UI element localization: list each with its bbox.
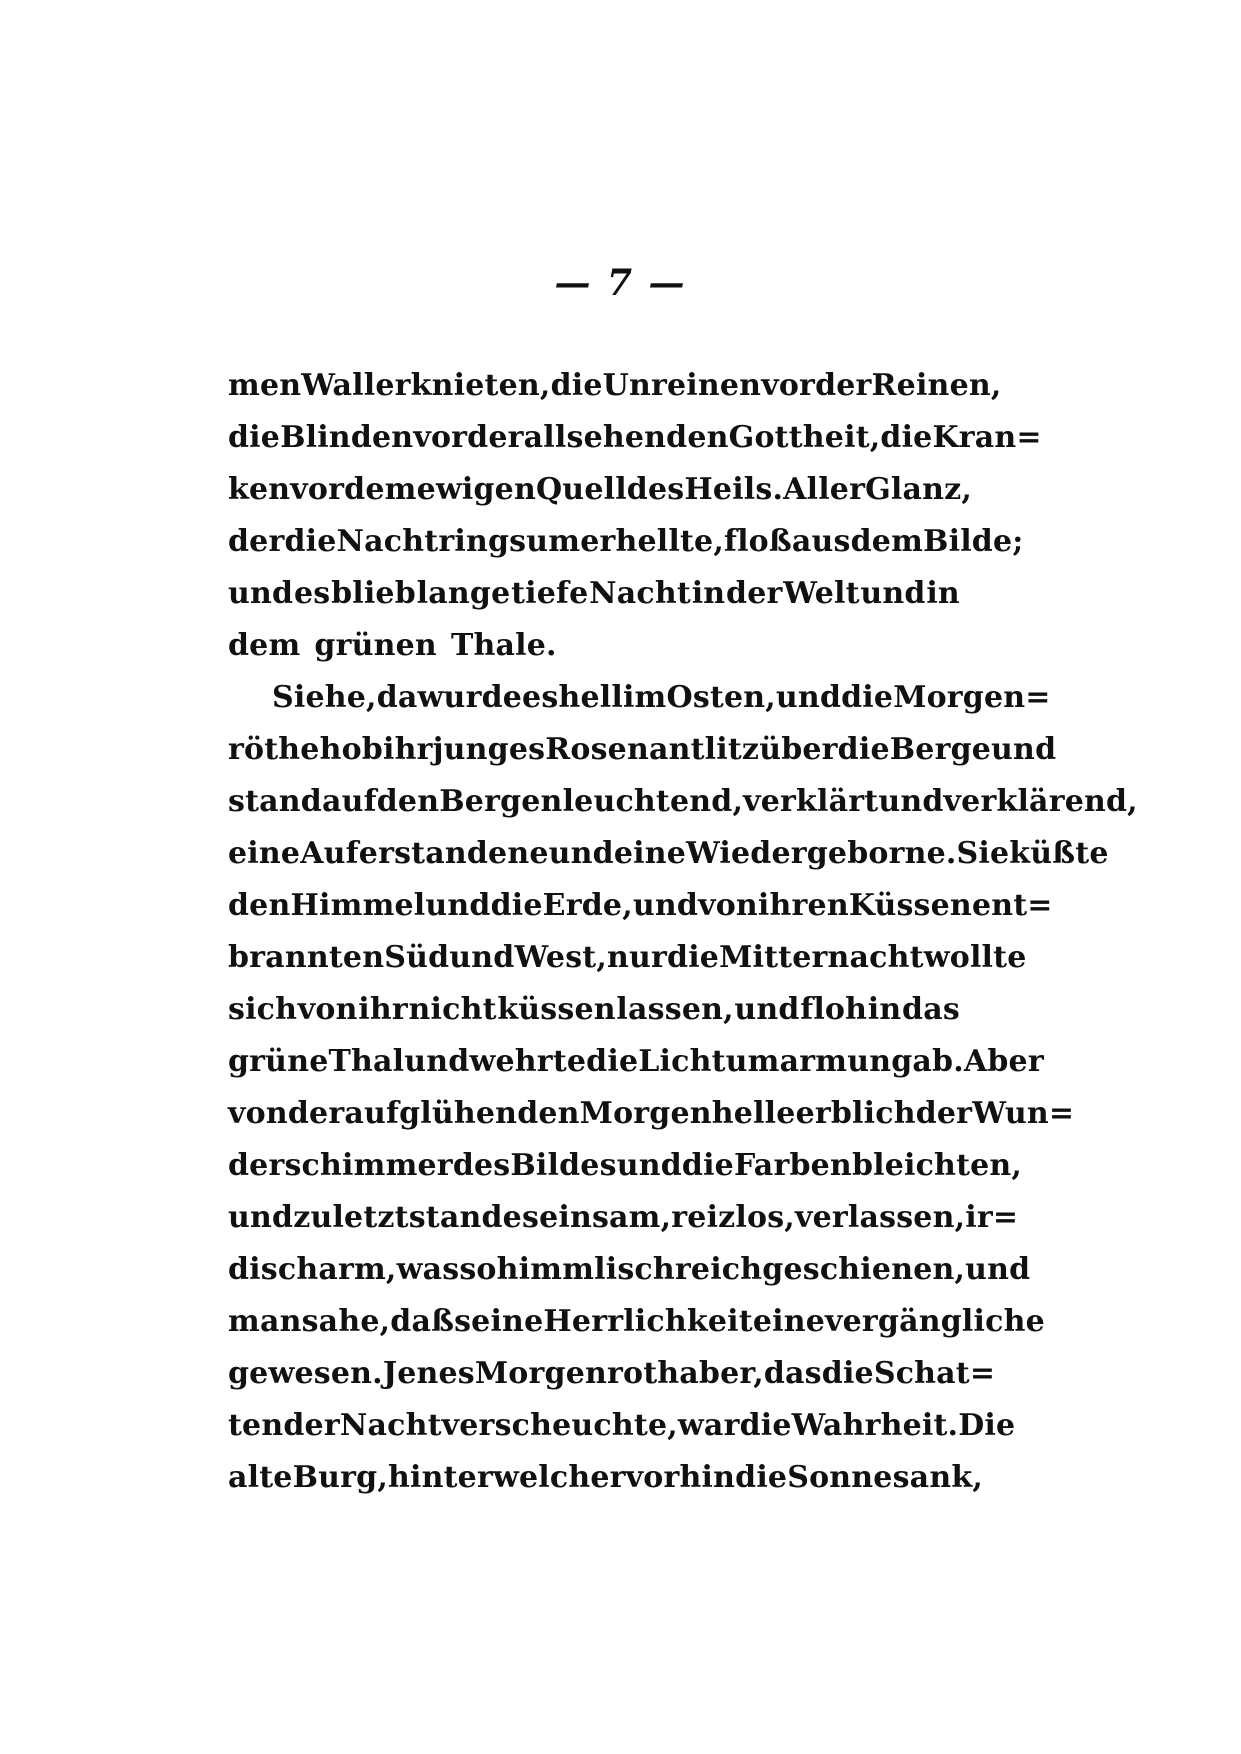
word: Blinden [280, 420, 414, 455]
word: welcher [492, 1460, 626, 1495]
word: auf [321, 784, 377, 819]
word: hell [558, 680, 623, 715]
word: Herrlichkeit [543, 1304, 753, 1339]
word: ihren [757, 888, 849, 923]
word: lassen, [616, 992, 734, 1027]
word: wollte [923, 940, 1027, 975]
word: daß [390, 1304, 455, 1339]
word: und [616, 1148, 682, 1183]
word: Nacht [339, 1408, 442, 1443]
word: man [228, 1304, 302, 1339]
text-line [228, 932, 1027, 984]
word: grünen [314, 628, 437, 663]
word: in [691, 576, 726, 611]
word: ken [228, 472, 291, 507]
word: Aber [963, 1044, 1044, 1079]
text-line [228, 464, 973, 516]
word: und [775, 680, 842, 715]
text-line [228, 672, 1051, 724]
word: Bilde; [923, 524, 1024, 559]
word: einsam, [539, 1200, 672, 1235]
word: Thal [328, 1044, 405, 1079]
word: des [626, 472, 685, 507]
word: dem [850, 524, 924, 559]
word: Aller [783, 472, 866, 507]
word: Schat= [873, 1356, 996, 1391]
text-line [228, 1400, 1016, 1452]
word: Osten, [666, 680, 776, 715]
word: Bergen [439, 784, 563, 819]
word: verklärend, [943, 784, 1138, 819]
word: himmlischreich [496, 1252, 763, 1287]
word: das [763, 1356, 822, 1391]
word: floß [723, 524, 792, 559]
word: ihr [382, 732, 433, 767]
word: es [293, 576, 331, 611]
word: das [902, 992, 960, 1027]
word: Mitternacht [719, 940, 924, 975]
text-line [228, 1296, 1045, 1348]
word: derschimmer [228, 1148, 453, 1183]
word: sich [228, 992, 298, 1027]
text-line [228, 360, 1002, 412]
word: ewigen [416, 472, 536, 507]
word: bleichten, [851, 1148, 1023, 1183]
word: verklärt [743, 784, 879, 819]
word: aber, [679, 1356, 764, 1391]
text-line [228, 984, 960, 1036]
word: und [404, 1044, 470, 1079]
word: und [425, 888, 491, 923]
word: Rosenantlitz [545, 732, 760, 767]
word: die [739, 1408, 792, 1443]
word: Küssen [848, 888, 972, 923]
word: röthe [228, 732, 320, 767]
word: West, [514, 940, 607, 975]
text-line [228, 1192, 1019, 1244]
word: Nacht [589, 576, 691, 611]
word: die [586, 1044, 639, 1079]
word: Sie [956, 836, 1010, 871]
word: Wun= [972, 1096, 1075, 1131]
word: Reinen, [871, 368, 1002, 403]
word: und [878, 784, 944, 819]
word: hob [319, 732, 383, 767]
word: Morgenroth [474, 1356, 680, 1391]
word: men [228, 368, 302, 403]
word: die [284, 524, 337, 559]
word: dem [344, 472, 417, 507]
word: die [228, 420, 281, 455]
word: Bildes [510, 1148, 617, 1183]
word: allsehenden [523, 420, 729, 455]
word: küssen [497, 992, 616, 1027]
word: im [622, 680, 667, 715]
word: der [228, 524, 285, 559]
word: so [459, 1252, 497, 1287]
word: und [632, 888, 699, 923]
text-line [228, 880, 1053, 932]
word: von [228, 1096, 288, 1131]
word: und [860, 576, 926, 611]
word: der [915, 1096, 973, 1131]
word: blieb [331, 576, 416, 611]
word: von [698, 888, 758, 923]
word: aus [791, 524, 851, 559]
word: vor [761, 368, 816, 403]
word: verlassen, [794, 1200, 966, 1235]
word: und [449, 940, 515, 975]
word: der [287, 1096, 345, 1131]
word: vor [413, 420, 468, 455]
word: die [667, 940, 720, 975]
word: Quell [535, 472, 627, 507]
word: Waller [301, 368, 411, 403]
word: aufglühenden [344, 1096, 580, 1131]
word: Erde, [542, 888, 633, 923]
word: was [396, 1252, 460, 1287]
word: die [841, 680, 894, 715]
word: küßte [1009, 836, 1109, 871]
word: Unreinen [602, 368, 762, 403]
word: Farben [733, 1148, 852, 1183]
word: die [490, 888, 543, 923]
text-line [228, 828, 1109, 880]
word: dem [228, 628, 301, 663]
word: in [926, 576, 960, 611]
word: nur [607, 940, 668, 975]
word: die [880, 420, 933, 455]
word: der [467, 420, 524, 455]
word: Himmel [290, 888, 426, 923]
word: wurde [417, 680, 523, 715]
word: Auferstandene [300, 836, 549, 871]
text-line [228, 776, 1138, 828]
word: da [376, 680, 418, 715]
word: Thale. [450, 628, 557, 663]
word: gewesen. [228, 1356, 383, 1391]
word: und [548, 836, 614, 871]
word: stand [228, 784, 322, 819]
word: Berge [889, 732, 992, 767]
word: des [452, 1148, 511, 1183]
word: vor [290, 472, 345, 507]
word: zuletzt [293, 1200, 409, 1235]
word: Die [958, 1408, 1016, 1443]
text-line [228, 516, 1024, 568]
word: und [228, 576, 294, 611]
word: Glanz, [865, 472, 973, 507]
text-line [228, 568, 960, 620]
word: hinter [388, 1460, 493, 1495]
word: alte [228, 1460, 293, 1495]
word: Nacht [336, 524, 439, 559]
word: die [837, 732, 890, 767]
word: ringsum [438, 524, 581, 559]
word: die [550, 368, 603, 403]
text-line [228, 412, 1042, 464]
word: der [726, 576, 783, 611]
word: Kran= [932, 420, 1042, 455]
word: wehrte [469, 1044, 587, 1079]
word: ab. [912, 1044, 964, 1079]
word: Wahrheit. [791, 1408, 959, 1443]
text-line [228, 1036, 1044, 1088]
word: Siehe, [272, 680, 377, 715]
word: Süd [384, 940, 450, 975]
word: eine [613, 836, 687, 871]
word: grüne [228, 1044, 329, 1079]
word: lange [416, 576, 511, 611]
word: Morgenhelle [579, 1096, 796, 1131]
word: floh [800, 992, 868, 1027]
page-number: — 7 — [554, 262, 687, 304]
word: Morgen= [893, 680, 1051, 715]
word: ihr [358, 992, 408, 1027]
word: ir= [965, 1200, 1019, 1235]
word: Sonne [787, 1460, 893, 1495]
word: junges [432, 732, 546, 767]
word: von [297, 992, 358, 1027]
word: verscheuchte, [441, 1408, 678, 1443]
word: der [283, 1408, 340, 1443]
word: eine [752, 1304, 825, 1339]
word: Burg, [292, 1460, 388, 1495]
word: in [867, 992, 902, 1027]
text-line [228, 1452, 983, 1504]
word: discharm, [228, 1252, 397, 1287]
word: den [228, 888, 291, 923]
word: die [681, 1148, 734, 1183]
word: geschienen, [762, 1252, 966, 1287]
word: und [734, 992, 800, 1027]
word: vergängliche [825, 1304, 1045, 1339]
word: vorhin [625, 1460, 736, 1495]
text-line [228, 1140, 1023, 1192]
word: Gottheit, [728, 420, 881, 455]
word: Lichtumarmung [638, 1044, 913, 1079]
word: es [522, 680, 559, 715]
word: leuchtend, [562, 784, 744, 819]
word: sank, [892, 1460, 983, 1495]
word: Heils. [684, 472, 784, 507]
word: und [991, 732, 1057, 767]
word: nicht [408, 992, 497, 1027]
text-line [228, 1348, 996, 1400]
word: den [376, 784, 440, 819]
word: und [965, 1252, 1031, 1287]
word: ten [228, 1408, 284, 1443]
word: reizlos, [671, 1200, 795, 1235]
word: Wiedergeborne. [686, 836, 957, 871]
word: die [735, 1460, 788, 1495]
word: knieten, [410, 368, 551, 403]
word: ent= [971, 888, 1053, 923]
word: der [815, 368, 872, 403]
text-line [228, 1088, 1075, 1140]
word: tiefe [511, 576, 589, 611]
word: sahe, [301, 1304, 391, 1339]
word: Jenes [382, 1356, 475, 1391]
word: es [502, 1200, 540, 1235]
text-line [228, 724, 1057, 776]
word: Welt [783, 576, 860, 611]
word: erblich [795, 1096, 916, 1131]
word: über [759, 732, 838, 767]
word: war [677, 1408, 740, 1443]
word: und [228, 1200, 294, 1235]
word: die [821, 1356, 874, 1391]
word: brannten [228, 940, 385, 975]
text-line [228, 1244, 1031, 1296]
word: seine [454, 1304, 544, 1339]
word: erhellte, [580, 524, 724, 559]
word: stand [408, 1200, 503, 1235]
word: eine [228, 836, 301, 871]
text-line [228, 620, 960, 672]
body-text [228, 360, 1138, 1504]
